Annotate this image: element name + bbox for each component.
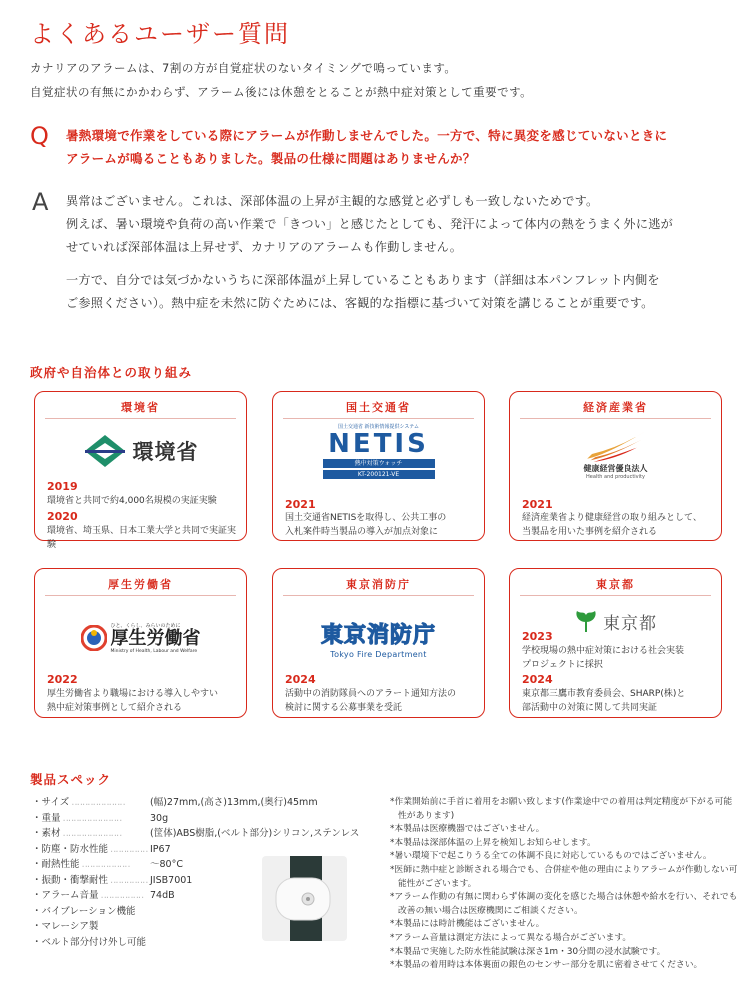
card-desc-line: プロジェクトに採択 bbox=[522, 660, 603, 670]
netis-sub-bottom: KT-200121-VE bbox=[323, 470, 435, 479]
card-divider bbox=[283, 595, 474, 596]
tfd-logo bbox=[273, 613, 484, 663]
card-year: 2024 bbox=[285, 673, 316, 686]
spec-item: ・振動・衝撃耐性 ‥‥‥‥‥‥‥ JISB7001 bbox=[32, 873, 372, 889]
spec-label: 耐熱性能 bbox=[41, 859, 80, 870]
tfd-logo-text: 東京消防庁 bbox=[320, 622, 436, 648]
note-item: *本製品は深部体温の上昇を検知しお知らせします。 bbox=[390, 837, 596, 848]
card-desc-line: 熱中症対策事例として紹介される bbox=[47, 703, 183, 713]
page-title: よくあるユーザー質問 bbox=[30, 20, 290, 48]
card-desc bbox=[522, 511, 713, 539]
question-line: 暑熱環境で作業をしている際にアラームが作動しませんでした。一方で、特に異変を感じていないときに bbox=[66, 128, 668, 143]
card-divider bbox=[520, 595, 711, 596]
netis-logo-text: NETIS bbox=[328, 429, 429, 459]
answer-paragraph-1 bbox=[66, 190, 746, 259]
note-item: *作業開始前に手首に着用をお願い致します(作業途中での着用は判定精度が下がる可能性があります) bbox=[390, 797, 733, 821]
spec-label: 重量 bbox=[41, 812, 61, 824]
spec-label: 素材 bbox=[41, 828, 61, 839]
spec-label: バイブレーション機能 bbox=[41, 905, 136, 917]
card-title: 経済産業省 bbox=[583, 401, 648, 414]
note-item: *本製品は医療機器ではございません。 bbox=[390, 824, 545, 835]
spec-value: (幅)27mm,(高さ)13mm,(奥行)45mm bbox=[150, 797, 318, 808]
card-desc-line: 厚生労働省より職場における導入しやすい bbox=[47, 689, 219, 699]
card-title: 東京消防庁 bbox=[346, 578, 411, 591]
notes-list bbox=[390, 796, 740, 973]
gov-section-title: 政府や自治体との取り組み bbox=[30, 365, 193, 380]
card-year: 2019 bbox=[47, 480, 78, 493]
card-desc bbox=[285, 511, 476, 539]
note-item: *本製品の着用時は本体裏面の銀色のセンサー部分を肌に密着させてください。 bbox=[390, 960, 703, 971]
note-item: *アラーム作動の有無に関わらず体調の変化を感じた場合は休憩や給水を行い、それでも改善の無い場合は医療機関にご相談ください。 bbox=[390, 892, 738, 916]
card-desc-line: 当製品を用いた事例を紹介される bbox=[522, 527, 658, 537]
mhlw-logo-text: 厚生労働省 bbox=[110, 628, 201, 649]
card-year: 2024 bbox=[522, 673, 553, 686]
mhlw-emblem-icon bbox=[81, 625, 107, 651]
spec-item: ・サイズ ‥‥‥‥‥‥‥‥‥‥ (幅)27mm,(高さ)13mm,(奥行)45mm bbox=[32, 795, 372, 811]
note-item: *本製品で実施した防水性能試験は深さ1m・30分間の浸水試験です。 bbox=[390, 946, 666, 957]
intro-line-2: 自覚症状の有無にかかわらず、アラーム後には休憩をとることが熱中症対策として重要です。 bbox=[30, 85, 533, 99]
spec-item: ・ベルト部分付け外し可能 bbox=[32, 936, 147, 948]
card-desc: 環境省と共同で約4,000名規模の実証実験 bbox=[47, 496, 217, 506]
answer-line: 例えば、暑い環境や負荷の高い作業で「きつい」と感じたとしても、発汗によって体内の熱をうまく外に逃が bbox=[66, 217, 673, 231]
netis-sub-top: 国土交通省 新技術情報提供システム bbox=[337, 424, 420, 430]
card-divider bbox=[283, 418, 474, 419]
card-desc-line: 部活動中の対策に関して共同実証 bbox=[522, 703, 658, 713]
answer-paragraph-2 bbox=[66, 269, 746, 315]
card-desc-line: 国土交通省NETISを取得し、公共工事の bbox=[285, 513, 447, 523]
question-text bbox=[66, 124, 736, 170]
card-mhlw bbox=[34, 568, 247, 718]
card-desc-line: 学校現場の熱中症対策における社会実装 bbox=[522, 646, 685, 656]
moe-leaf-icon bbox=[83, 433, 127, 469]
a-mark: A bbox=[32, 188, 49, 216]
card-year: 2020 bbox=[47, 510, 78, 523]
spec-section-title: 製品スペック bbox=[30, 772, 112, 787]
card-mlit bbox=[272, 391, 485, 541]
tokyo-logo-text: 東京都 bbox=[603, 613, 657, 634]
card-title: 厚生労働省 bbox=[108, 578, 173, 591]
kenko-keiei-text: 健康経営優良法人 bbox=[583, 464, 648, 473]
card-divider bbox=[45, 595, 236, 596]
card-moe bbox=[34, 391, 247, 550]
question-line: アラームが鳴ることもありました。製品の仕様に問題はありませんか？ bbox=[66, 151, 476, 166]
mhlw-logo bbox=[35, 613, 246, 663]
note-item: *医師に熱中症と診断される場合でも、合併症や他の理由によりアラームが作動しない可能性がございます。 bbox=[390, 864, 738, 889]
intro-line-1: カナリアのアラームは、7割の方が自覚症状のないタイミングで鳴っています。 bbox=[30, 61, 457, 75]
card-desc-line: 検討に関する公募事業を受託 bbox=[285, 703, 403, 713]
spec-item: ・マレーシア製 bbox=[32, 921, 99, 932]
spec-item: ・重量 ‥‥‥‥‥‥‥‥‥‥‥ 30g bbox=[32, 811, 372, 827]
card-divider bbox=[520, 418, 711, 419]
mhlw-sub: Ministry of Health, Labour and Welfare bbox=[110, 649, 198, 654]
spec-label: 振動・衝撃耐性 bbox=[41, 874, 109, 886]
kenko-keiei-logo bbox=[510, 430, 721, 480]
spec-label: 防塵・防水性能 bbox=[41, 843, 109, 855]
tfd-logo-sub: Tokyo Fire Department bbox=[330, 649, 427, 659]
card-desc bbox=[522, 644, 713, 672]
card-title: 環境省 bbox=[121, 401, 160, 414]
answer-line: 異常はございません。これは、深部体温の上昇が主観的な感覚と必ずしも一致しないためです。 bbox=[66, 194, 599, 208]
spec-label: マレーシア製 bbox=[41, 921, 99, 932]
spec-value: 74dB bbox=[150, 890, 175, 901]
spec-item: ・アラーム音量 ‥‥‥‥‥‥‥‥ 74dB bbox=[32, 888, 372, 904]
spec-item: ・素材 ‥‥‥‥‥‥‥‥‥‥‥ (筐体)ABS樹脂,(ベルト部分)シリコン,ステンレス bbox=[32, 826, 372, 842]
product-device-image bbox=[262, 856, 347, 941]
spec-value: JISB7001 bbox=[150, 874, 193, 886]
card-title: 国土交通省 bbox=[346, 401, 411, 414]
card-desc-line: 入札案件時当製品の導入が加点対象に bbox=[285, 527, 439, 537]
moe-logo-text: 環境省 bbox=[132, 440, 199, 464]
card-desc bbox=[522, 687, 713, 715]
spec-item: ・バイブレーション機能 bbox=[32, 905, 136, 917]
netis-logo bbox=[273, 424, 484, 478]
note-item: *本製品には時計機能はございません。 bbox=[390, 919, 545, 930]
card-title: 東京都 bbox=[596, 578, 635, 591]
tokyo-ginkgo-icon bbox=[574, 609, 598, 633]
card-year: 2022 bbox=[47, 673, 78, 686]
kenko-keiei-wing-icon bbox=[576, 430, 656, 462]
card-year: 2021 bbox=[522, 498, 553, 511]
answer-line: せていれば深部体温は上昇せず、カナリアのアラームも作動しません。 bbox=[66, 240, 463, 254]
answer-line: 一方で、自分では気づかないうちに深部体温が上昇していることもあります（詳細は本パンフレット内側を bbox=[66, 273, 660, 287]
mhlw-sub-top: ひと、くらし、みらいのために bbox=[110, 623, 181, 629]
note-item: *アラーム音量は測定方法によって異なる場合がございます。 bbox=[390, 932, 632, 943]
spec-label: サイズ bbox=[41, 797, 70, 808]
answer-line: ご参照ください）。熱中症を未然に防ぐためには、客観的な指標に基づいて対策を講じることが重要です。 bbox=[66, 296, 654, 310]
card-desc bbox=[285, 687, 476, 715]
kenko-keiei-sub: Health and productivity bbox=[586, 474, 645, 480]
spec-item: ・防塵・防水性能 ‥‥‥‥‥‥‥ IP67 bbox=[32, 842, 372, 858]
note-item: *暑い環境下で起こりうる全ての体調不良に対応しているものではございません。 bbox=[390, 851, 712, 862]
spec-label: アラーム音量 bbox=[41, 890, 99, 901]
card-meti bbox=[509, 391, 722, 541]
card-year: 2021 bbox=[285, 498, 316, 511]
spec-value: IP67 bbox=[150, 843, 171, 855]
card-divider bbox=[45, 418, 236, 419]
q-mark: Q bbox=[30, 122, 49, 150]
answer-text bbox=[66, 190, 746, 325]
card-desc bbox=[47, 687, 238, 715]
spec-value: ～80°C bbox=[150, 859, 183, 870]
spec-value: 30g bbox=[150, 812, 169, 824]
card-year: 2023 bbox=[522, 630, 553, 643]
spec-value: (筐体)ABS樹脂,(ベルト部分)シリコン,ステンレス bbox=[150, 828, 360, 839]
spec-label: ベルト部分付け外し可能 bbox=[41, 936, 147, 948]
card-desc-line: 東京都三鷹市教育委員会、SHARP(株)と bbox=[522, 689, 686, 699]
spec-item: ・耐熱性能 ‥‥‥‥‥‥‥‥‥ ～80°C bbox=[32, 857, 372, 873]
card-tokyo bbox=[509, 568, 722, 718]
netis-sub-mid: 熱中対策ウォッチ bbox=[323, 459, 435, 468]
card-desc: 環境省、埼玉県、日本工業大学と共同で実証実験 bbox=[47, 526, 237, 550]
moe-logo bbox=[35, 426, 246, 476]
card-tfd bbox=[272, 568, 485, 718]
card-desc-line: 活動中の消防隊員へのアラート通知方法の bbox=[285, 689, 457, 699]
card-desc-line: 経済産業省より健康経営の取り組みとして、 bbox=[522, 513, 702, 523]
